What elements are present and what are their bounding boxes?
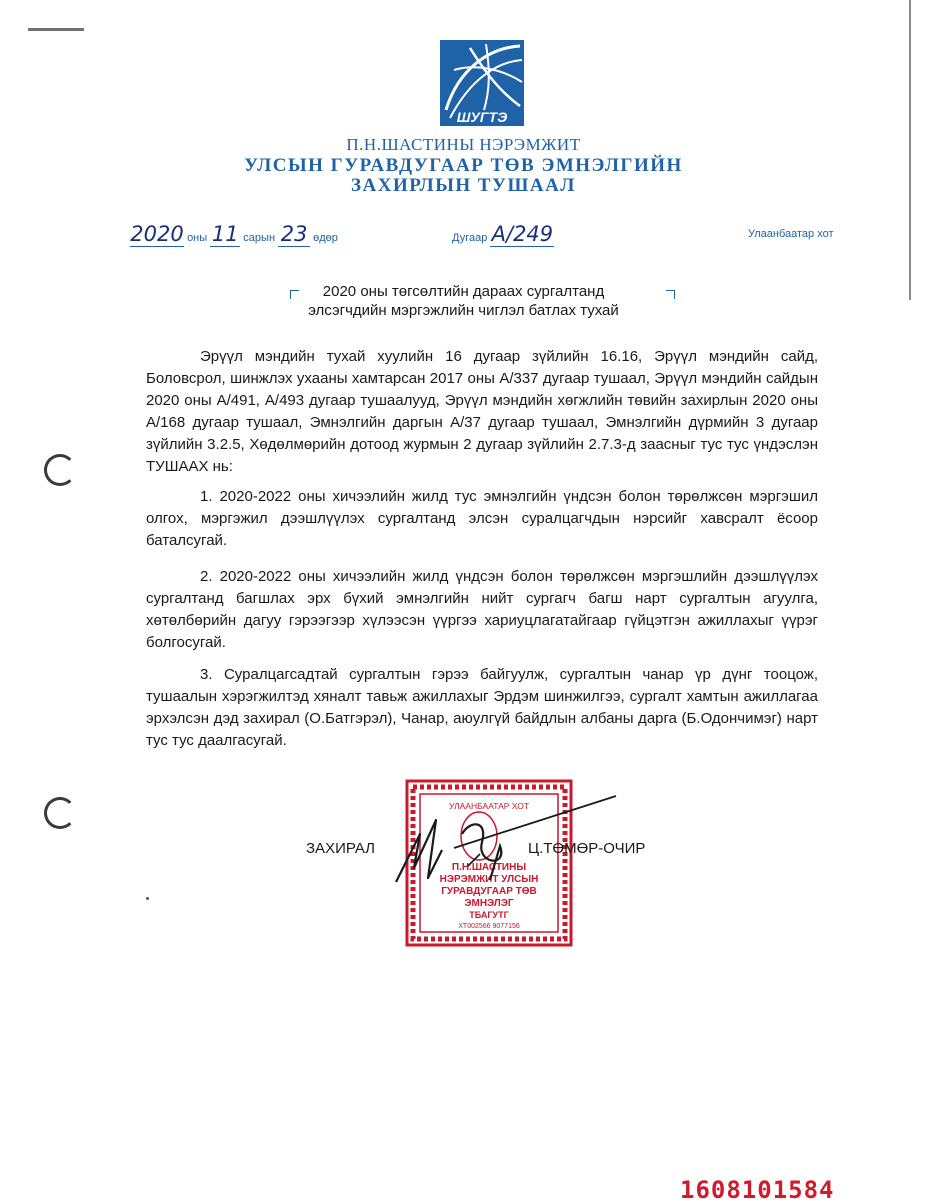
year-suffix: оны	[187, 232, 208, 244]
order-number-line	[452, 222, 554, 247]
stray-mark	[146, 897, 149, 900]
serial-number: 1608101584	[680, 1176, 835, 1204]
signature-title: ЗАХИРАЛ	[306, 840, 376, 857]
order-number-label: Дугаар	[452, 232, 488, 244]
day-suffix: өдөр	[313, 232, 338, 244]
month-value: 11	[211, 222, 239, 246]
stamp-line-2: НЭРЭМЖИТ УЛСЫН	[439, 874, 539, 885]
punch-hole-bottom	[44, 797, 76, 829]
order-number-value: A/249	[491, 222, 554, 246]
city: Улаанбаатар хот	[748, 228, 834, 240]
order-item-3: 3. Суралцагсадтай сургалтын гэрээ байгуулж, сургалтын чанар үр дүнг тооцож, тушаалын хэрэгжилтэд хяналт тавьж ажиллахыг Эрдэм шинжилгээ, сургалт хамтын ажиллагаа эрхэлсэн дэд захирал (О.Батгэрэл), Чанар, аюулгүй байдлын албаны дарга (Б.Одончимэг) нарт тус тус даалгасугай.	[146, 666, 818, 749]
header-line-2: УЛСЫН ГУРАВДУГААР ТӨВ ЭМНЭЛГИЙН	[244, 155, 683, 176]
stamp-line-1: П.Н.ШАСТИНЫ	[451, 862, 527, 873]
header-line-1: П.Н.ШАСТИНЫ НЭРЭМЖИТ	[346, 135, 581, 154]
order-item-2: 2. 2020-2022 оны хичээлийн жилд үндсэн болон төрөлжсөн мэргэшлийн дээшлүүлэх сургалтанд багшлах эрх бүхий эмнэлгийн нийт сургагч багш нарт сургалтын агуулга, хөтөлбөрийн дагуу гэрээгээр хүлээсэн үүргээ хариуцлагатайгаар гүйцэтгэн ажиллахыг үүрэг болгосугай.	[146, 568, 818, 651]
signature-name: Ц.ТӨМӨР-ОЧИР	[528, 840, 646, 857]
subject-line-2: элсэгчдийн мэргэжлийн чиглэл батлах тухай	[308, 302, 619, 319]
hospital-logo	[440, 40, 524, 126]
order-item-1: 1. 2020-2022 оны хичээлийн жилд тус эмнэлгийн үндсэн болон төрөлжсөн мэргэшил олгох, мэргэжил дээшлүүлэх сургалтанд элсэн суралцагчдын нэрсийг хавсралт ёсоор баталсугай.	[146, 488, 818, 549]
stamp-line-3: ГУРАВДУГААР ТӨВ	[441, 886, 537, 897]
header-line-3: ЗАХИРЛЫН ТУШААЛ	[351, 175, 576, 196]
year-value: 2020	[130, 222, 184, 246]
date-line	[130, 222, 338, 247]
punch-hole-top	[44, 454, 76, 486]
month-suffix: сарын	[243, 232, 276, 244]
logo-text: ШУГТЭ	[456, 109, 508, 125]
stamp-bottom-text: ХТ002566 9077156	[458, 923, 520, 930]
stamp-line-4: ЭМНЭЛЭГ	[464, 898, 514, 909]
subject-line-1: 2020 оны төгсөлтийн дараах сургалтанд	[322, 283, 605, 300]
preamble-paragraph: Эрүүл мэндийн тухай хуулийн 16 дугаар зүйлийн 16.16, Эрүүл мэндийн сайд, Боловсрол, шинжлэх ухааны хамтарсан 2017 оны А/337 дугаар тушаал, Эрүүл мэндийн сайдын 2020 оны А/491, А/493 дугаар тушаалууд, Эрүүл мэндийн хөгжлийн төвийн захирлын 2020 оны А/168 дугаар тушаал, Эмнэлгийн даргын А/37 дугаар тушаал, Эмнэлгийн дүрмийн 3 дугаар зүйлийн 3.2.5, Хөдөлмөрийн дотоод журмын 2 дугаар зүйлийн 2.7.3-д заасныг тус тус үндэслэн ТУШААХ нь:	[146, 348, 818, 475]
stamp-top-text: УЛААНБААТАР ХОТ	[448, 801, 530, 811]
order-subject	[0, 282, 927, 320]
stamp-line-5: ТБАГУТГ	[469, 910, 509, 920]
scan-mark-top	[28, 28, 84, 31]
day-value: 23	[278, 222, 310, 247]
